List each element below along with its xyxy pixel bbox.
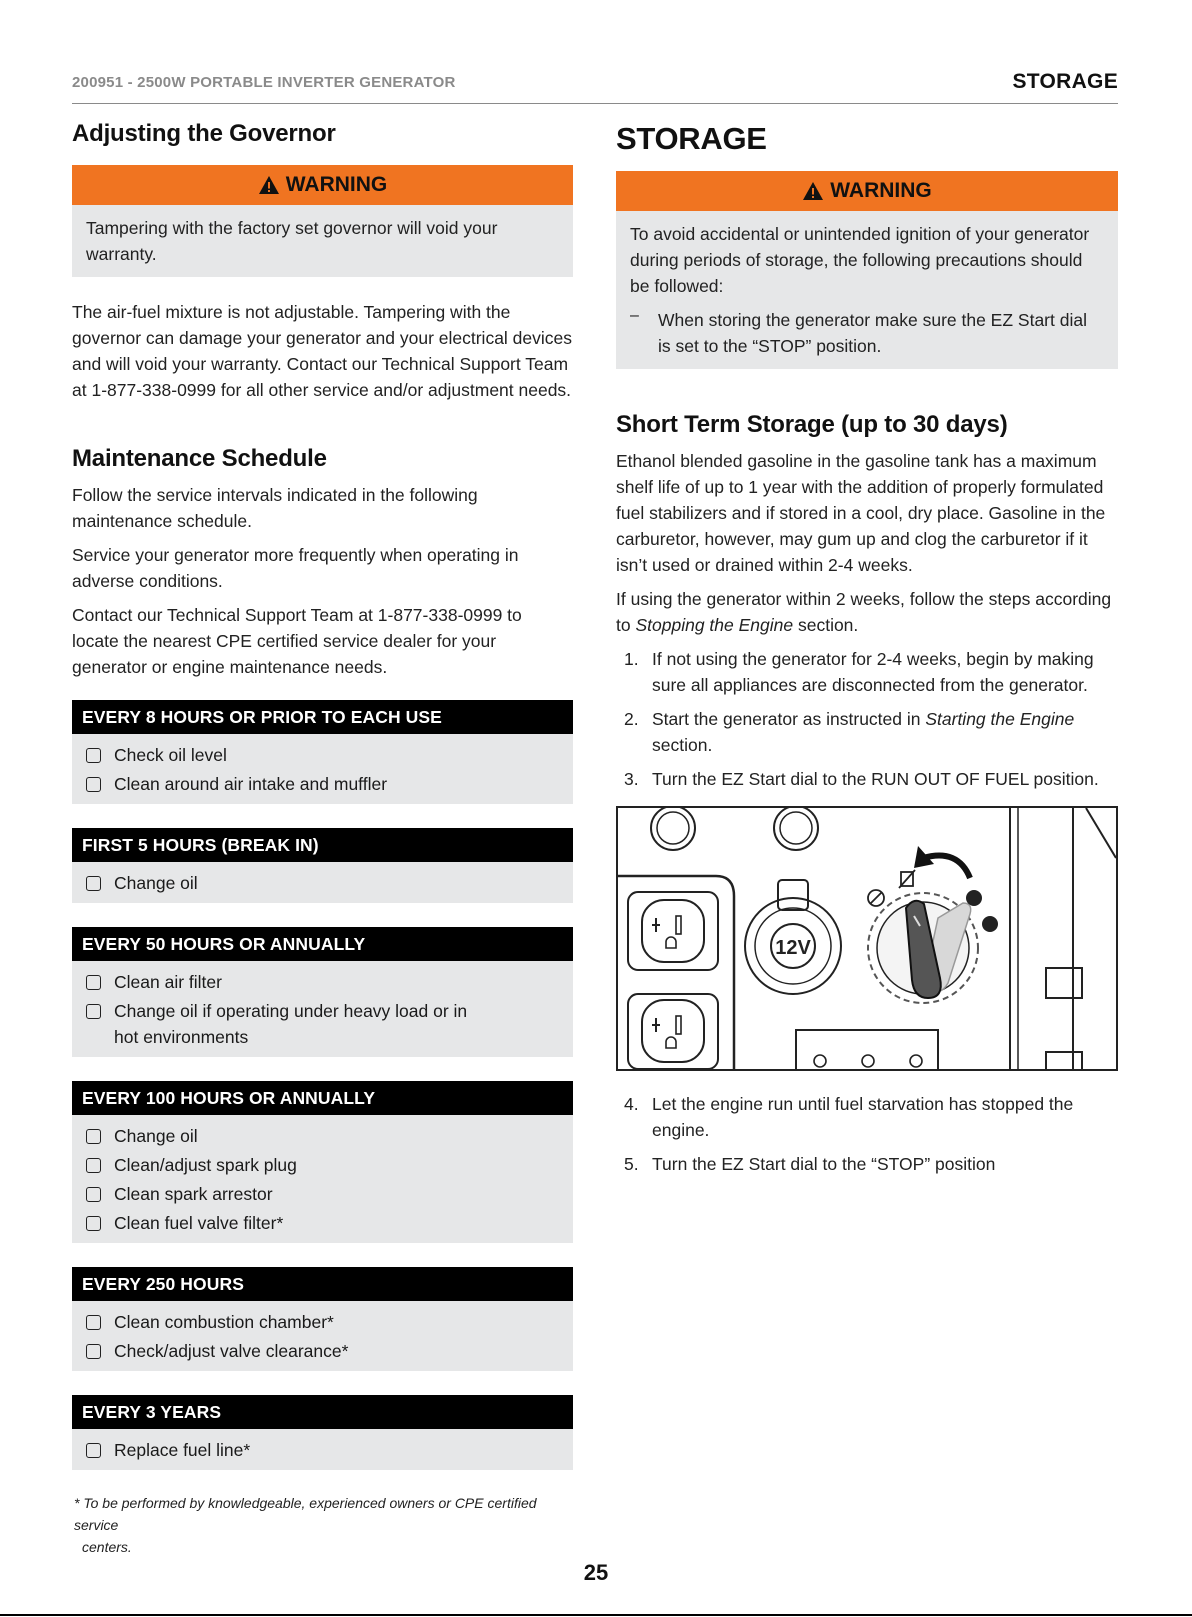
maintenance-heading: Maintenance Schedule xyxy=(72,444,327,472)
cross-reference: Starting the Engine xyxy=(925,708,1075,729)
storage-heading: STORAGE xyxy=(616,121,767,156)
footnote-line: centers. xyxy=(82,1538,132,1555)
governor-heading: Adjusting the Governor xyxy=(72,120,336,147)
checklist-item xyxy=(86,1150,561,1179)
checklist-item-label: Replace fuel line* xyxy=(114,1439,251,1460)
schedule-list xyxy=(72,961,573,1057)
checkbox-icon xyxy=(86,1443,101,1458)
step-text: Let the engine run until fuel starvation has stopped the engine. xyxy=(652,1093,1074,1140)
schedule-block xyxy=(72,1081,573,1243)
checkbox-icon xyxy=(86,748,101,763)
schedule-block xyxy=(72,828,573,903)
checkbox-icon xyxy=(86,1344,101,1359)
checklist-item-label: Clean fuel valve filter* xyxy=(114,1212,284,1233)
warning-body xyxy=(616,211,1118,369)
generator-panel-drawing xyxy=(618,808,1116,1069)
checkbox-icon xyxy=(86,1216,101,1231)
step-text: Turn the EZ Start dial to the “STOP” position xyxy=(652,1153,996,1174)
checklist-item xyxy=(86,1435,561,1464)
checklist-item xyxy=(86,996,561,1051)
warning-list-text: When storing the generator make sure the EZ Start dial is set to the “STOP” position. xyxy=(658,310,1087,357)
schedule-title: EVERY 250 HOURS xyxy=(72,1267,573,1301)
schedule-title: EVERY 100 HOURS OR ANNUALLY xyxy=(72,1081,573,1115)
step-item xyxy=(616,1151,1118,1177)
schedule-title: EVERY 3 YEARS xyxy=(72,1395,573,1429)
step-item xyxy=(616,766,1118,792)
checklist-item xyxy=(86,769,561,798)
schedule-title: FIRST 5 HOURS (BREAK IN) xyxy=(72,828,573,862)
short-term-paragraph xyxy=(616,586,1118,638)
checkbox-icon xyxy=(86,1187,101,1202)
schedule-list xyxy=(72,1429,573,1470)
schedule-list xyxy=(72,862,573,903)
schedule-list xyxy=(72,1301,573,1371)
warning-bar xyxy=(616,171,1118,211)
footnote xyxy=(72,1492,573,1558)
storage-warning-box xyxy=(616,171,1118,369)
storage-steps-continued xyxy=(616,1091,1118,1177)
warning-text: Tampering with the factory set governor will void your warranty. xyxy=(86,217,498,264)
checklist-item-label: Check oil level xyxy=(114,744,227,765)
document-title: 200951 - 2500W PORTABLE INVERTER GENERATOR xyxy=(72,74,456,91)
text-run: If using the generator within 2 weeks, follow the steps according to xyxy=(616,588,1112,635)
checkbox-icon xyxy=(86,777,101,792)
checklist-item xyxy=(86,1336,561,1365)
checklist-item-label: Check/adjust valve clearance* xyxy=(114,1340,349,1361)
checklist-item xyxy=(86,1121,561,1150)
text-run: Start the generator as instructed in xyxy=(652,708,926,729)
step-number: 2. xyxy=(624,708,639,729)
section-name: STORAGE xyxy=(1012,70,1118,93)
socket-label: 12V xyxy=(775,936,811,959)
step-item xyxy=(616,646,1118,698)
step-text: If not using the generator for 2-4 weeks, begin by making sure all appliances are disconnected from the generator. xyxy=(652,648,1094,695)
short-term-heading: Short Term Storage (up to 30 days) xyxy=(616,411,1008,439)
warning-list-item xyxy=(630,307,1104,359)
schedule-list xyxy=(72,734,573,804)
checklist-item xyxy=(86,1307,561,1336)
page-header xyxy=(72,70,1118,104)
schedule-title: EVERY 8 HOURS OR PRIOR TO EACH USE xyxy=(72,700,573,734)
step-item xyxy=(616,706,1118,758)
schedule-block xyxy=(72,1395,573,1470)
step-text: Turn the EZ Start dial to the RUN OUT OF FUEL position. xyxy=(652,768,1099,789)
maintenance-paragraph: Contact our Technical Support Team at 1-877-338-0999 to locate the nearest CPE certified service dealer for your generator or engine maintenance needs. xyxy=(72,604,522,677)
checklist-item-label: Change oil if operating under heavy load or in hot environments xyxy=(114,1000,468,1047)
schedule-block xyxy=(72,927,573,1057)
schedule-list xyxy=(72,1115,573,1243)
dash-bullet: – xyxy=(630,307,639,325)
step-number: 5. xyxy=(624,1153,639,1174)
step-item xyxy=(616,1091,1118,1143)
left-column xyxy=(72,120,573,1558)
schedule-block xyxy=(72,1267,573,1371)
checklist-item-label: Clean air filter xyxy=(114,971,222,992)
checkbox-icon xyxy=(86,1158,101,1173)
page-number: 25 xyxy=(583,1560,609,1585)
step-number: 4. xyxy=(624,1093,639,1114)
schedule-block xyxy=(72,700,573,804)
footnote-line: * To be performed by knowledgeable, experienced owners or CPE certified service xyxy=(74,1494,537,1533)
warning-triangle-icon xyxy=(258,175,280,195)
checkbox-icon xyxy=(86,1315,101,1330)
right-column xyxy=(616,120,1118,1177)
checkbox-icon xyxy=(86,1004,101,1019)
checklist-item-label: Clean around air intake and muffler xyxy=(114,773,388,794)
checkbox-icon xyxy=(86,1129,101,1144)
checkbox-icon xyxy=(86,975,101,990)
checklist-item-label: Clean spark arrestor xyxy=(114,1183,273,1204)
checklist-item xyxy=(86,740,561,769)
warning-body xyxy=(72,205,573,277)
warning-text: To avoid accidental or unintended ignition of your generator during periods of storage, the following precautions should be followed: xyxy=(630,224,1090,297)
bottom-rule xyxy=(0,1614,1192,1616)
short-term-paragraph: Ethanol blended gasoline in the gasoline tank has a maximum shelf life of up to 1 year with the addition of properly formulated fuel stabilizers and if stored in a cool, dry place. Gasoline in the carburetor, however, may gum up and clog the carburetor if it isn’t used or drained within 2-4 weeks. xyxy=(616,450,1106,575)
checklist-item xyxy=(86,868,561,897)
step-text xyxy=(652,706,1118,758)
schedule-title: EVERY 50 HOURS OR ANNUALLY xyxy=(72,927,573,961)
maintenance-paragraph: Follow the service intervals indicated in the following maintenance schedule. xyxy=(72,484,478,531)
checklist-item-label: Clean combustion chamber* xyxy=(114,1311,334,1332)
checklist-item xyxy=(86,967,561,996)
text-run: section. xyxy=(793,614,859,635)
control-panel-illustration xyxy=(616,806,1118,1071)
cross-reference: Stopping the Engine xyxy=(635,614,794,635)
text-run: section. xyxy=(652,734,713,755)
governor-body: The air-fuel mixture is not adjustable. Tampering with the governor can damage your generator and your electrical devices and will void your warranty. Contact our Technical Support Team at 1-877-338-0999 for all other service and/or adjustment needs. xyxy=(72,301,573,400)
storage-steps xyxy=(616,646,1118,792)
checklist-item xyxy=(86,1208,561,1237)
checkbox-icon xyxy=(86,876,101,891)
step-number: 1. xyxy=(624,648,639,669)
checklist-item-label: Change oil xyxy=(114,1125,198,1146)
governor-warning-box xyxy=(72,165,573,277)
maintenance-paragraph: Service your generator more frequently when operating in adverse conditions. xyxy=(72,544,519,591)
warning-label: WARNING xyxy=(830,179,932,203)
checklist-item-label: Clean/adjust spark plug xyxy=(114,1154,297,1175)
checklist-item-label: Change oil xyxy=(114,872,198,893)
warning-bar xyxy=(72,165,573,205)
checklist-item xyxy=(86,1179,561,1208)
warning-triangle-icon xyxy=(802,181,824,201)
step-number: 3. xyxy=(624,768,639,789)
warning-label: WARNING xyxy=(285,172,388,196)
